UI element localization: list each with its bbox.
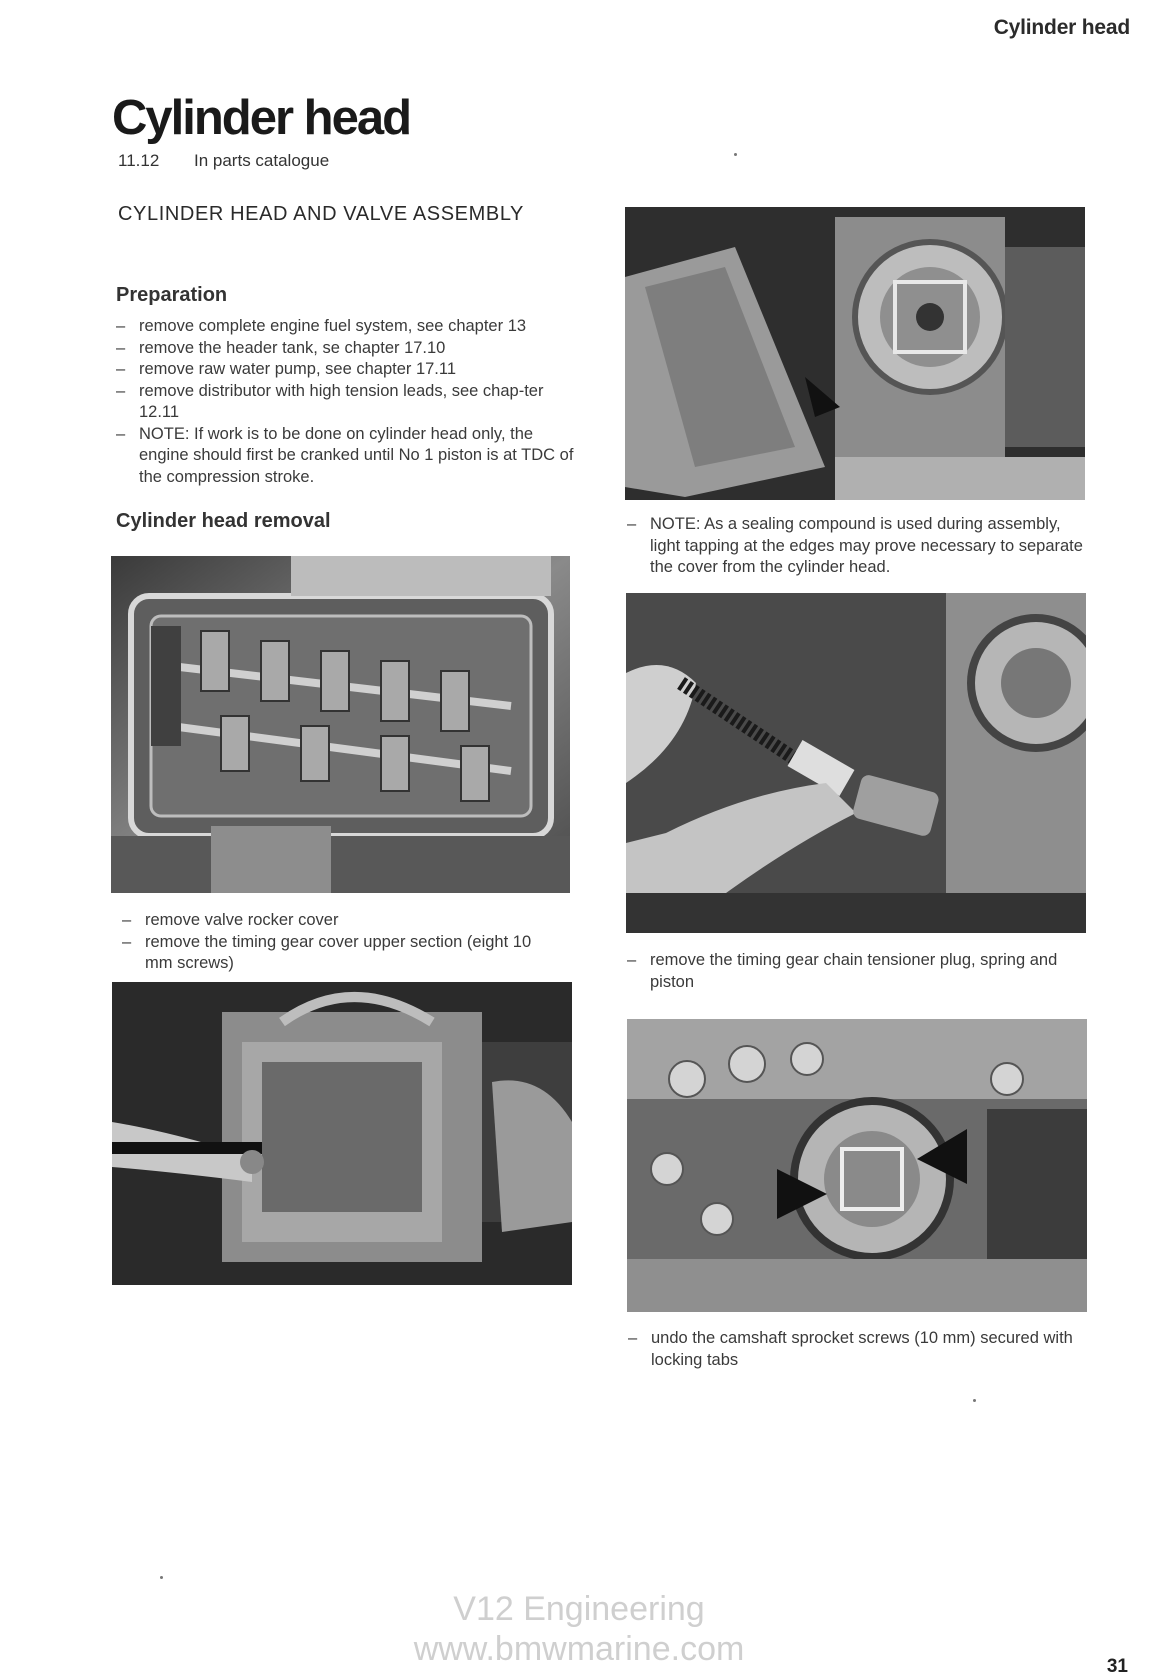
photo-camshaft-sprocket [627, 1019, 1087, 1312]
caption-timing-cover [627, 514, 1087, 579]
photo-timing-cover [625, 207, 1085, 500]
speck [160, 1576, 163, 1579]
caption-camshaft-sprocket [628, 1328, 1088, 1371]
watermark-line2: www.bmwmarine.com [413, 1630, 745, 1668]
photo-rocker-cover [111, 556, 570, 893]
section-heading: CYLINDER HEAD AND VALVE ASSEMBLY [118, 203, 524, 225]
list-item: – undo the camshaft sprocket screws (10 mm) secured with locking tabs [628, 1328, 1088, 1371]
list-item: – remove complete engine fuel system, see chapter 13 [116, 316, 576, 338]
section-number: 11.12 [118, 151, 160, 170]
list-item: – remove the header tank, se chapter 17.10 [116, 338, 576, 360]
list-item: – remove distributor with high tension leads, see chap-ter 12.11 [116, 381, 576, 424]
caption-chain-tensioner [627, 950, 1087, 993]
caption-rocker-cover [122, 910, 562, 975]
page-number: 31 [1106, 1656, 1128, 1677]
photo-chain-tensioner [626, 593, 1086, 933]
watermark-line1: V12 Engineering [453, 1590, 705, 1628]
page-title: Cylinder head [112, 91, 411, 145]
subtitle-text: In parts catalogue [194, 151, 330, 170]
preparation-list [116, 316, 576, 488]
list-item: – NOTE: If work is to be done on cylinder head only, the engine should first be cranked until No 1 piston is at TDC of the compression stroke. [116, 424, 576, 489]
running-head: Cylinder head [993, 16, 1130, 39]
preparation-heading: Preparation [116, 284, 228, 306]
removal-heading: Cylinder head removal [116, 510, 331, 532]
speck [734, 153, 737, 156]
photo-timing-cover-wrench [112, 982, 572, 1285]
subtitle [118, 151, 329, 171]
list-item: – remove the timing gear cover upper section (eight 10 mm screws) [122, 932, 562, 975]
list-item: – remove the timing gear chain tensioner plug, spring and piston [627, 950, 1087, 993]
speck [973, 1399, 976, 1402]
list-item: – remove raw water pump, see chapter 17.11 [116, 359, 576, 381]
list-item: – NOTE: As a sealing compound is used during assembly, light tapping at the edges may prove necessary to separate the cover from the cylinder head. [627, 514, 1087, 579]
list-item: – remove valve rocker cover [122, 910, 562, 932]
